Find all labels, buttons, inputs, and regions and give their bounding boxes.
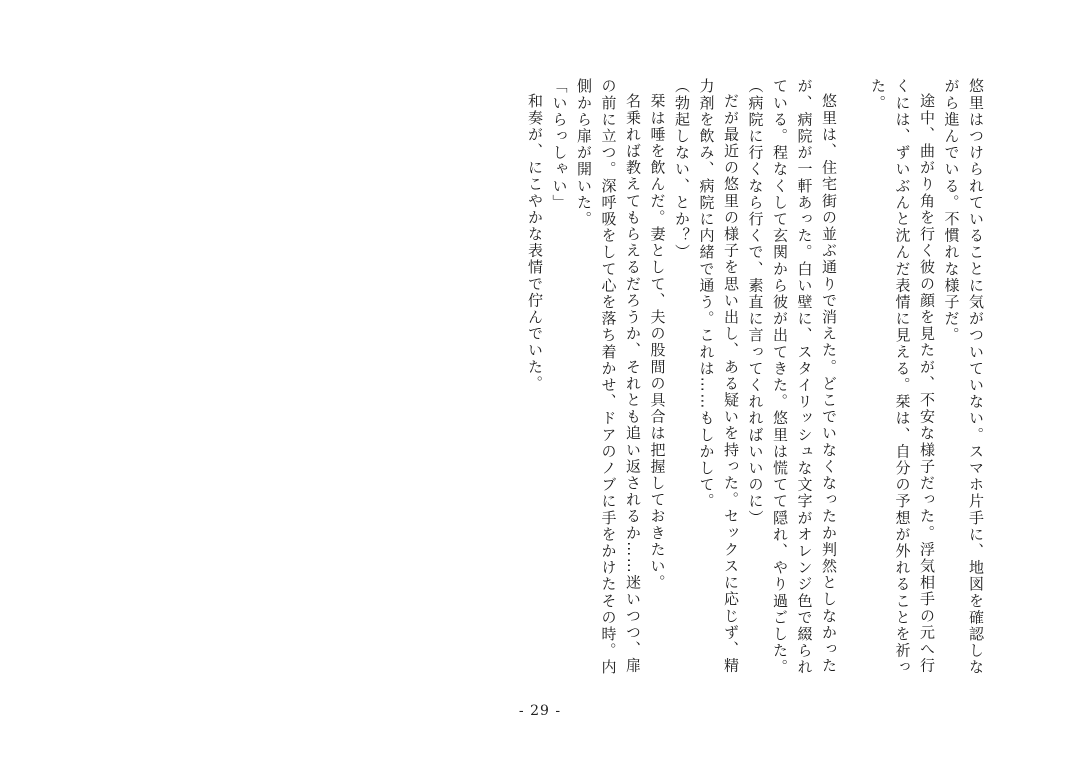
paragraph: （勃起しない、とか？） [673, 78, 691, 261]
paragraph: 途中、曲がり角を行く彼の顔を見たが、不安な様子だった。浮気相手の元へ行くには、ずいぶんと沈んだ表情に見える。栞は、自分の予想が外れることを祈った。 [869, 78, 936, 676]
paragraph: 「いらっしゃい」 [550, 78, 569, 211]
paragraph: （病院に行くなら行くで、素直に言ってくれればいいのに） [746, 78, 765, 527]
paragraph: 和奏が、にこやかな表情で佇んでいた。 [526, 93, 544, 392]
paragraph: 栞は唾を飲んだ。妻として、夫の股間の具合は把握しておきたい。 [648, 93, 667, 591]
page-number: - 29 - [518, 703, 562, 719]
vertical-text-body [88, 78, 988, 688]
paragraph: 悠里はつけられていることに気がついていない。スマホ片手に、地図を確認しながら進んでいる。不慣れな様子だ。 [942, 78, 985, 676]
paragraph: だが最近の悠里の様子を思い出し、ある疑いを持った。セックスに応じず、精力剤を飲み、病院に内緒で通う。これは……もしかして。 [697, 78, 740, 674]
paragraph: 悠里は、住宅街の並ぶ通りで消えた。どこでいなくなったか判然としなかったが、病院が一軒あった。白い壁に、スタイリッシュな文字がオレンジ色で綴られている。程なくして玄関から彼が出てきた。悠里は慌てて隠れ、やり過ごした。 [771, 78, 838, 676]
paragraph-break [841, 78, 866, 688]
paragraph: 名乗れば教えてもらえるだろうか、それとも追い返されるか……迷いつつ、扉の前に立つ。深呼吸をして心を落ち着かせ、ドアのノブに手をかけたその時。内側から扉が開いた。 [575, 78, 642, 676]
